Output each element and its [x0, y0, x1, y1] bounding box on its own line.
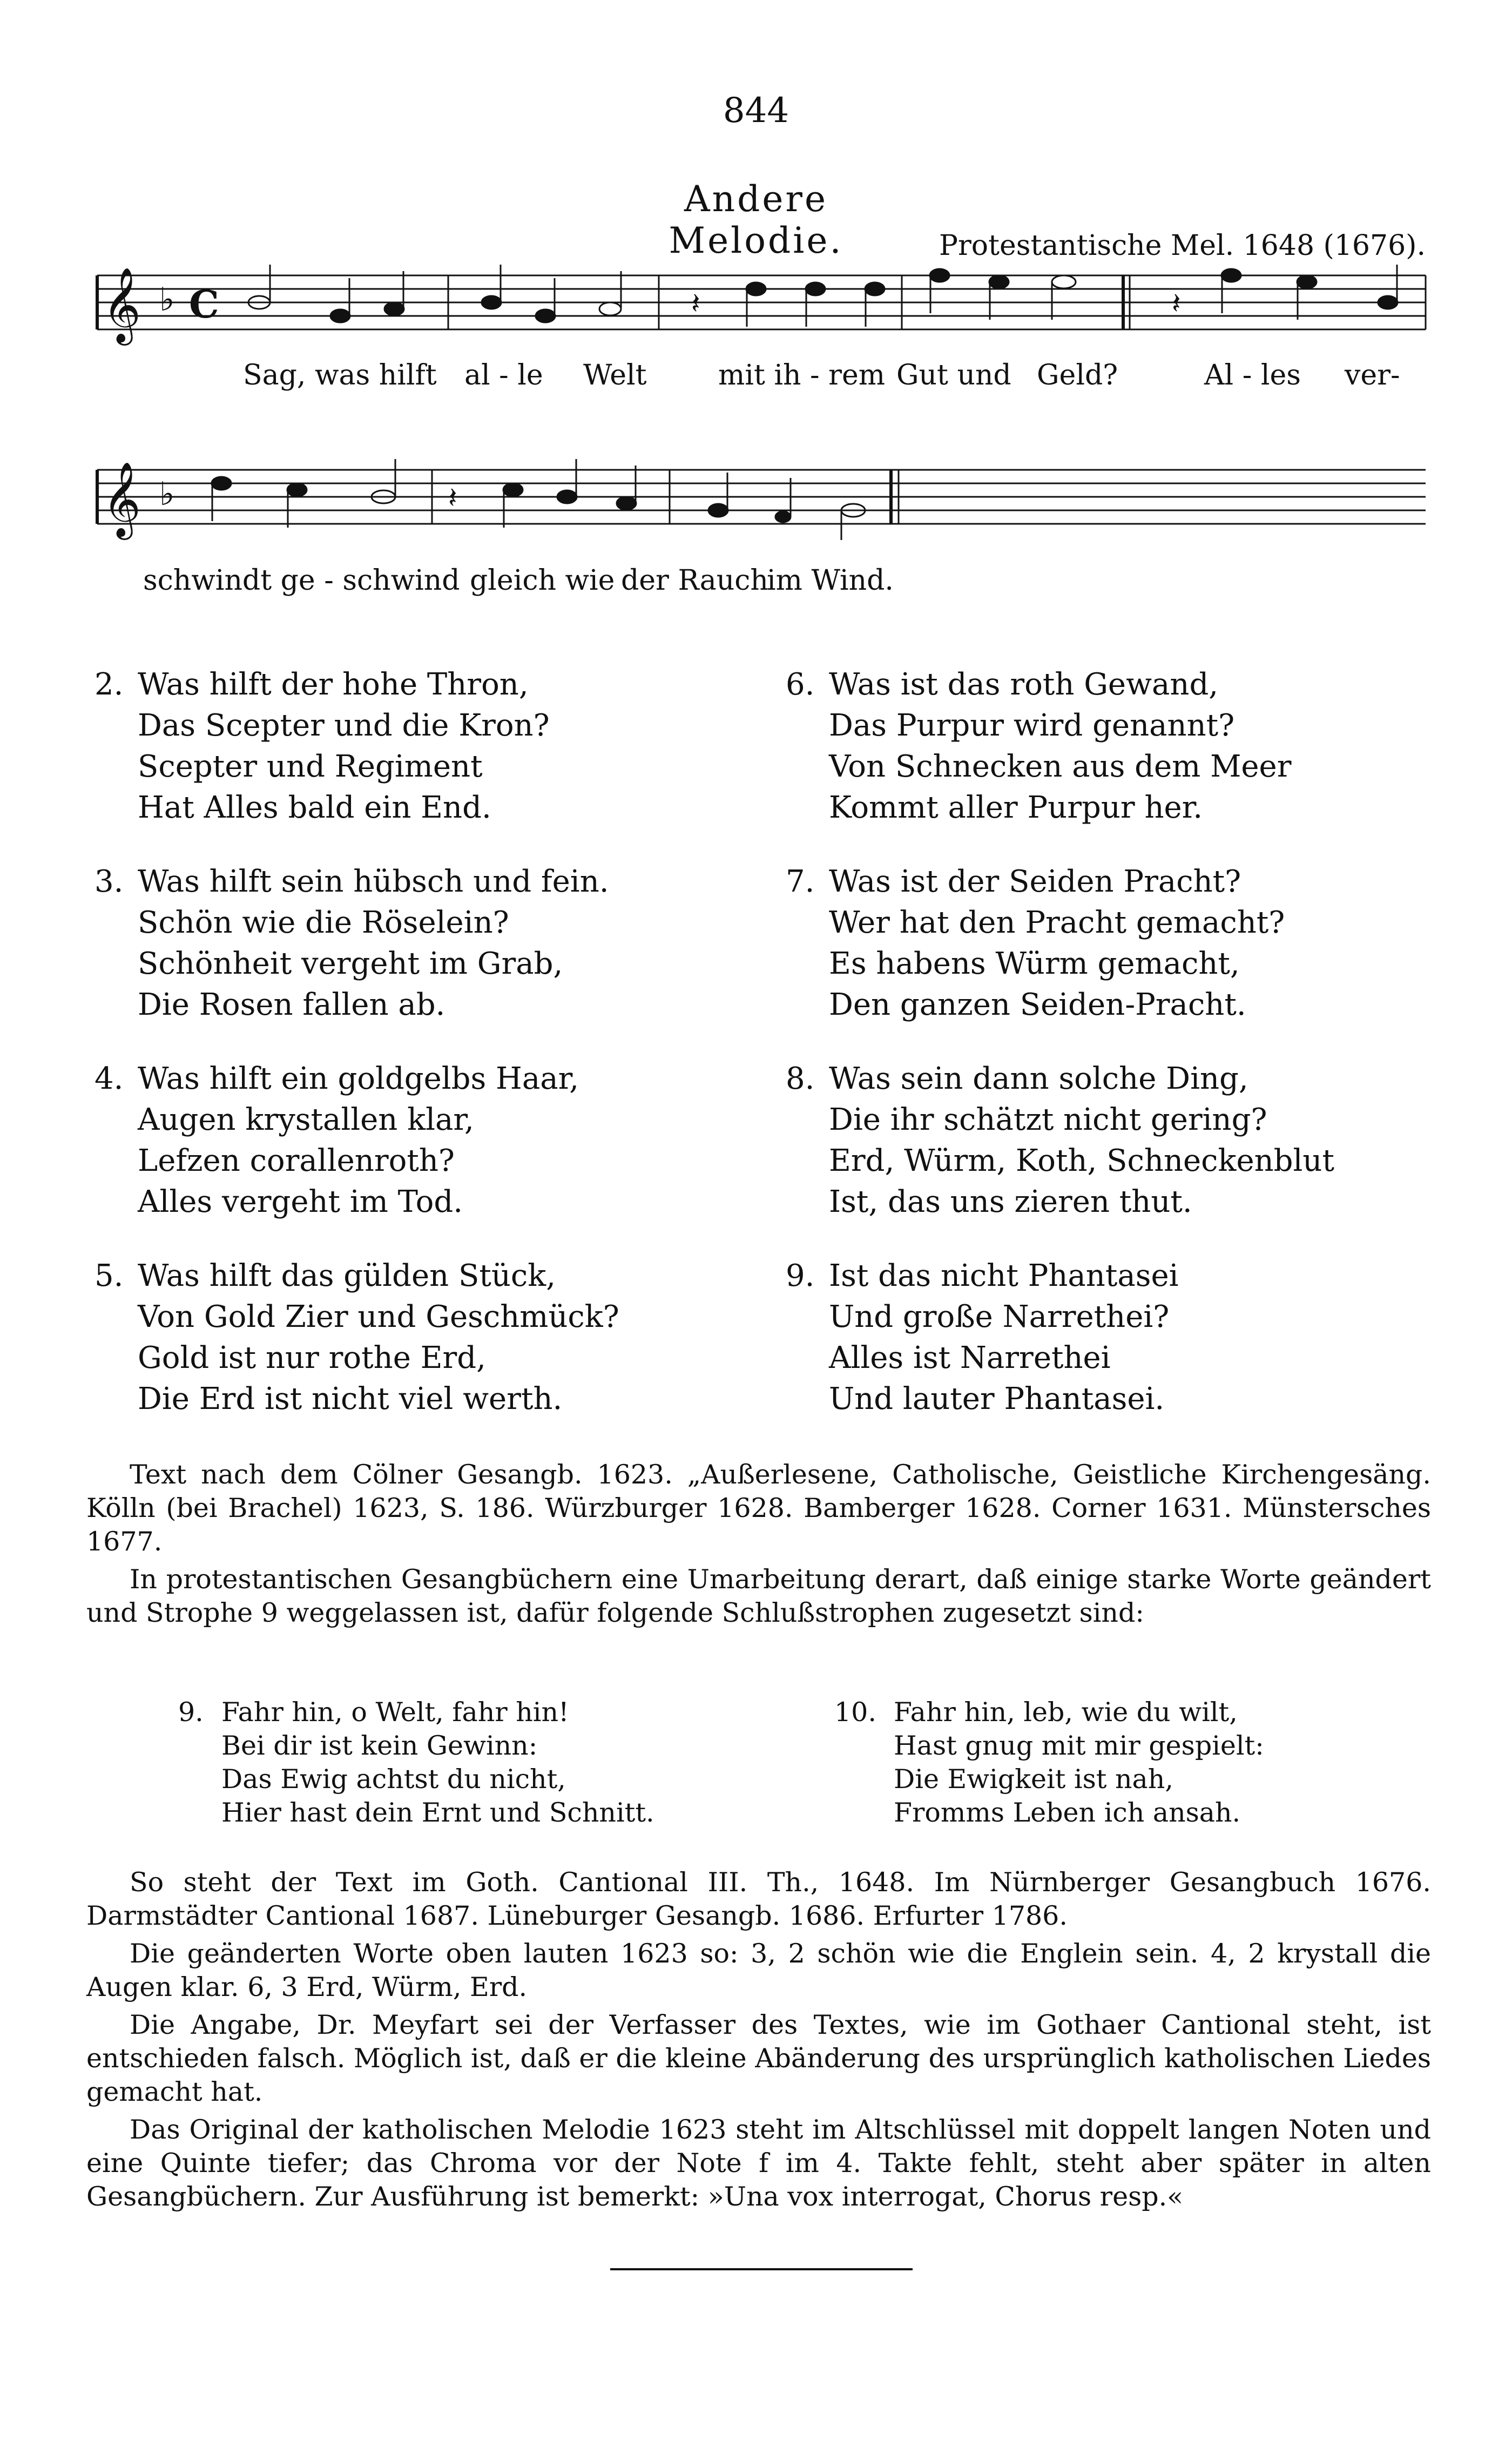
svg-text:𝄽: 𝄽 — [691, 286, 700, 320]
staff1-lyric: Sag, was hilft — [243, 359, 437, 392]
stanza-line: Gold ist nur rothe Erd, — [138, 1340, 486, 1375]
stanza-line: Was sein dann solche Ding, — [829, 1061, 1248, 1096]
stanza-number: 6. — [786, 667, 815, 702]
stanza-line: Was hilft ein goldgelbs Haar, — [138, 1061, 579, 1096]
stanza-8 — [786, 1058, 1334, 1223]
stanza-number: 9. — [178, 1697, 204, 1728]
end-rule-divider — [610, 2268, 913, 2270]
stanza-line: Die Ewigkeit ist nah, — [894, 1764, 1173, 1795]
stanza-line: Fahr hin, leb, wie du wilt, — [894, 1697, 1238, 1728]
music-staff-1 — [81, 259, 1431, 346]
staff2-lyric: der Rauch — [621, 564, 768, 597]
staff1-lyric: mit ih - rem — [718, 359, 886, 392]
stanza-line: Von Schnecken aus dem Meer — [829, 749, 1292, 784]
stanza-line: Das Scepter und die Kron? — [138, 708, 550, 743]
stanza-9 — [786, 1256, 1179, 1420]
stanza-line: Ist das nicht Phantasei — [829, 1258, 1179, 1293]
stanza-line: Die Erd ist nicht viel werth. — [138, 1381, 563, 1417]
melody-source: Protestantische Mel. 1648 (1676). — [939, 230, 1426, 262]
music-staff-2 — [81, 454, 1431, 540]
staff1-lyric: Geld? — [1037, 359, 1118, 392]
stanza-line: Kommt aller Purpur her. — [829, 790, 1203, 825]
stanza-line: Was hilft sein hübsch und fein. — [138, 864, 609, 899]
stanza-line: Fromms Leben ich ansah. — [894, 1797, 1241, 1828]
stanza-line: Von Gold Zier und Geschmück? — [138, 1299, 619, 1334]
notes-block-2 — [86, 1866, 1431, 2218]
stanza-line: Hat Alles bald ein End. — [138, 790, 491, 825]
stanza-number: 3. — [94, 864, 124, 899]
stanza-number: 10. — [834, 1697, 876, 1728]
stanza-line: Fahr hin, o Welt, fahr hin! — [221, 1697, 569, 1728]
stanza-7 — [786, 861, 1285, 1026]
note-paragraph: So steht der Text im Goth. Cantional III. Th., 1648. Im Nürnberger Gesangbuch 1676. Darmstädter Cantional 1687. Lüneburger Gesangb. 1686. Erfurter 1786. — [86, 1867, 1431, 1931]
stanza-line: Ist, das uns zieren thut. — [829, 1184, 1192, 1219]
stanza-line: Wer hat den Pracht gemacht? — [829, 905, 1285, 940]
stanza-line: Die ihr schätzt nicht gering? — [829, 1102, 1267, 1137]
stanza-line: Alles vergeht im Tod. — [138, 1184, 463, 1219]
stanza-number: 9. — [786, 1258, 815, 1293]
insert-stanza-9 — [178, 1696, 654, 1830]
notes-block-1 — [86, 1458, 1431, 1634]
stanza-line: Alles ist Narrethei — [829, 1340, 1111, 1375]
staff2-lyric: gleich wie — [470, 564, 615, 597]
svg-text:𝄽: 𝄽 — [448, 481, 457, 515]
stanza-number: 8. — [786, 1061, 815, 1096]
stanza-line: Augen krystallen klar, — [138, 1102, 474, 1137]
stanza-line: Es habens Würm gemacht, — [829, 946, 1240, 981]
stanza-line: Lefzen corallenroth? — [138, 1143, 455, 1178]
note-paragraph: Die geänderten Worte oben lauten 1623 so: 3, 2 schön wie die Englein sein. 4, 2 krystall die Augen klar. 6, 3 Erd, Würm, Erd. — [86, 1938, 1431, 2002]
stanza-line: Hier hast dein Ernt und Schnitt. — [221, 1797, 654, 1828]
stanza-line: Den ganzen Seiden-Pracht. — [829, 987, 1246, 1022]
stanza-line: Die Rosen fallen ab. — [138, 987, 446, 1022]
stanza-line: Hast gnug mit mir gespielt: — [894, 1730, 1264, 1761]
svg-text:C: C — [189, 282, 219, 327]
stanza-number: 2. — [94, 667, 124, 702]
staff2-lyric: schwindt ge - schwind — [143, 564, 460, 597]
svg-text:𝄽: 𝄽 — [1172, 286, 1181, 320]
stanza-line: Und große Narrethei? — [829, 1299, 1170, 1334]
stanza-line: Das Purpur wird genannt? — [829, 708, 1235, 743]
stanza-line: Was hilft der hohe Thron, — [138, 667, 529, 702]
staff1-lyric: Al - les — [1204, 359, 1301, 392]
stanza-line: Was hilft das gülden Stück, — [138, 1258, 556, 1293]
stanza-line: Und lauter Phantasei. — [829, 1381, 1165, 1417]
stanza-number: 4. — [94, 1061, 124, 1096]
melody-title: Andere Melodie. — [669, 178, 843, 261]
staff2-lyric: im Wind. — [767, 564, 894, 597]
svg-text:𝄞: 𝄞 — [103, 267, 141, 342]
stanza-line: Schön wie die Röselein? — [138, 905, 509, 940]
stanza-4 — [94, 1058, 579, 1223]
note-paragraph: Text nach dem Cölner Gesangb. 1623. „Außerlesene, Catholische, Geistliche Kirchengesäng. Kölln (bei Brachel) 1623, S. 186. Würzburger 1628. Bamberger 1628. Corner 1631. Münstersches 1677. — [86, 1459, 1431, 1557]
staff1-lyric: al - le — [464, 359, 543, 392]
stanza-number: 7. — [786, 864, 815, 899]
svg-text:♭: ♭ — [159, 281, 175, 319]
stanza-line: Das Ewig achtst du nicht, — [221, 1764, 566, 1795]
svg-text:𝄞: 𝄞 — [103, 462, 141, 537]
note-paragraph: Die Angabe, Dr. Meyfart sei der Verfasser des Textes, wie im Gothaer Cantional steht, ist entschieden falsch. Möglich ist, daß er die kleine Abänderung des ursprünglich katholischen Liedes gemacht hat. — [86, 2009, 1431, 2107]
stanza-5 — [94, 1256, 619, 1420]
stanza-line: Bei dir ist kein Gewinn: — [221, 1730, 538, 1761]
stanza-2 — [94, 664, 550, 828]
staff1-lyric: Gut und — [896, 359, 1011, 392]
stanza-line: Was ist das roth Gewand, — [829, 667, 1219, 702]
stanza-6 — [786, 664, 1291, 828]
page-number: 844 — [723, 91, 789, 131]
note-paragraph: Das Original der katholischen Melodie 1623 steht im Altschlüssel mit doppelt langen Noten und eine Quinte tiefer; das Chroma vor der Note f im 4. Takte fehlt, steht aber später in alten Gesangbüchern. Zur Ausführung ist bemerkt: »Una vox interrogat, Chorus resp.« — [86, 2114, 1431, 2212]
staff1-lyric: ver- — [1345, 359, 1400, 392]
stanza-line: Scepter und Regiment — [138, 749, 483, 784]
note-paragraph: In protestantischen Gesangbüchern eine Umarbeitung derart, daß einige starke Worte geändert und Strophe 9 weggelassen ist, dafür folgende Schlußstrophen zugesetzt sind: — [86, 1564, 1431, 1628]
stanza-3 — [94, 861, 609, 1026]
stanza-number: 5. — [94, 1258, 124, 1293]
insert-stanza-10 — [834, 1696, 1264, 1830]
staff1-lyric: Welt — [583, 359, 647, 392]
stanza-line: Was ist der Seiden Pracht? — [829, 864, 1241, 899]
stanza-line: Erd, Würm, Koth, Schneckenblut — [829, 1143, 1334, 1178]
stanza-line: Schönheit vergeht im Grab, — [138, 946, 563, 981]
svg-text:♭: ♭ — [159, 475, 175, 513]
